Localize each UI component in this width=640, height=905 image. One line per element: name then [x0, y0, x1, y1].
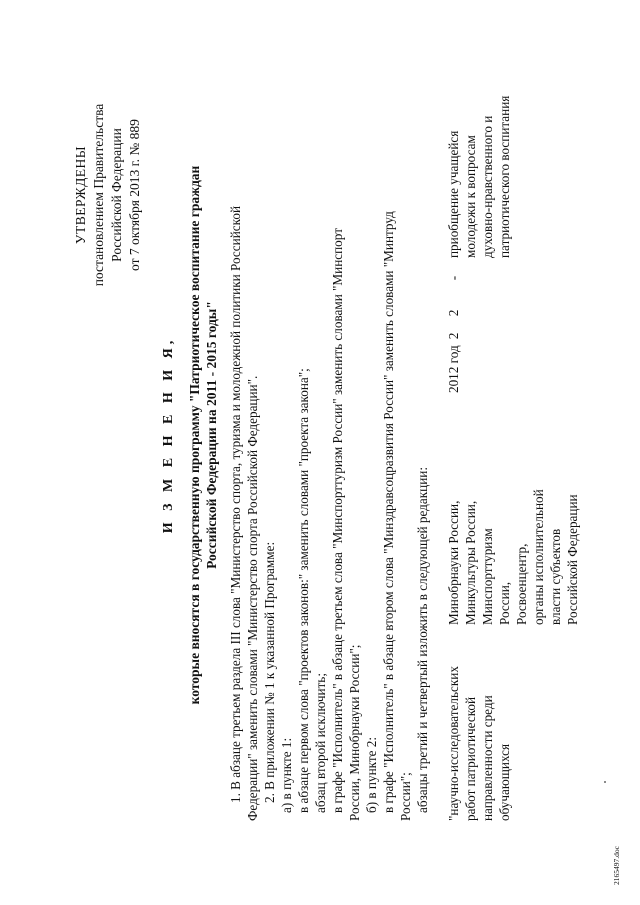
executor-line: органы исполнительной	[531, 489, 546, 625]
executor-line: Минобрнауки России,	[446, 500, 461, 625]
result-line: патриотического воспитания	[497, 95, 512, 258]
activity-line: обучающихся	[497, 743, 512, 821]
paragraph-9: абзацы третий и четвертый изложить в следующей редакции:	[415, 467, 430, 813]
approval-heading: УТВЕРЖДЕНЫ	[73, 145, 88, 245]
file-code: 2165497.doc	[612, 846, 621, 885]
executor-line: Российской Федерации	[565, 494, 580, 625]
paragraph-6b: России, Минобрнауки России";	[347, 644, 362, 821]
activity-line: работ патриотической	[463, 696, 478, 821]
executors-cell	[445, 485, 581, 625]
approval-line-3: от 7 октября 2013 г. № 889	[127, 119, 142, 271]
paragraph-5: абзац второй исключить;	[313, 673, 328, 813]
title-main: И З М Е Н Е Н И Я,	[161, 336, 176, 534]
activity-line: направленности среди	[480, 695, 495, 821]
executor-line: Росвоенцентр,	[514, 543, 529, 625]
program-table-row	[445, 61, 580, 821]
scan-artifact	[604, 781, 606, 783]
approval-line-1: постановлением Правительства	[91, 103, 106, 287]
result-line: духовно-нравственного и	[480, 115, 495, 258]
activity-cell	[445, 641, 513, 821]
paragraph-1b: Федерации" заменить словами "Министерство спорта Российской Федерации".	[245, 375, 260, 821]
document-body	[227, 61, 431, 821]
result-line: молодежи к вопросам	[463, 135, 478, 258]
executor-line: Минкультуры России,	[463, 500, 478, 625]
paragraph-4: в абзаце первом слова "проектов законов:" заменить словами "проекта закона";	[296, 368, 311, 813]
executor-line: власти субъектов	[548, 528, 563, 625]
dash-cell: -	[446, 275, 461, 281]
paragraph-8b: России";	[398, 772, 413, 821]
activity-line: "научно-исследовательских	[446, 666, 461, 821]
result-cell	[445, 58, 513, 258]
approval-stamp	[72, 45, 144, 345]
document-title	[160, 115, 220, 755]
executor-line: Минспорттуризм России,	[480, 528, 512, 625]
year-cell: 2012 год	[446, 345, 461, 393]
paragraph-6a: в графе "Исполнитель" в абзаце третьем слова "Минспорттуризм России" заменить словами "Минспорт	[330, 228, 345, 813]
value-cell-1: 2	[446, 332, 461, 340]
title-line-2: которые вносятся в государственную программу "Патриотическое воспитание граждан	[187, 165, 202, 705]
result-line: приобщение учащейся	[446, 130, 461, 258]
paragraph-7: б) в пункте 2:	[364, 736, 379, 813]
paragraph-8a: в графе "Исполнитель" в абзаце втором слова "Минздравсоцразвития России" заменить словами "Минтруд	[381, 211, 396, 813]
paragraph-3: а) в пункте 1:	[279, 737, 294, 813]
paragraph-1a: 1. В абзаце третьем раздела III слова "Министерство спорта, туризма и молодежной политики Российской	[228, 206, 243, 803]
approval-line-2: Российской Федерации	[109, 128, 124, 262]
paragraph-2: 2. В приложении № 1 к указанной Программе:	[262, 541, 277, 803]
value-cell-2: 2	[446, 309, 461, 317]
title-line-3: Российской Федерации на 2011 - 2015 годы"	[204, 301, 219, 569]
